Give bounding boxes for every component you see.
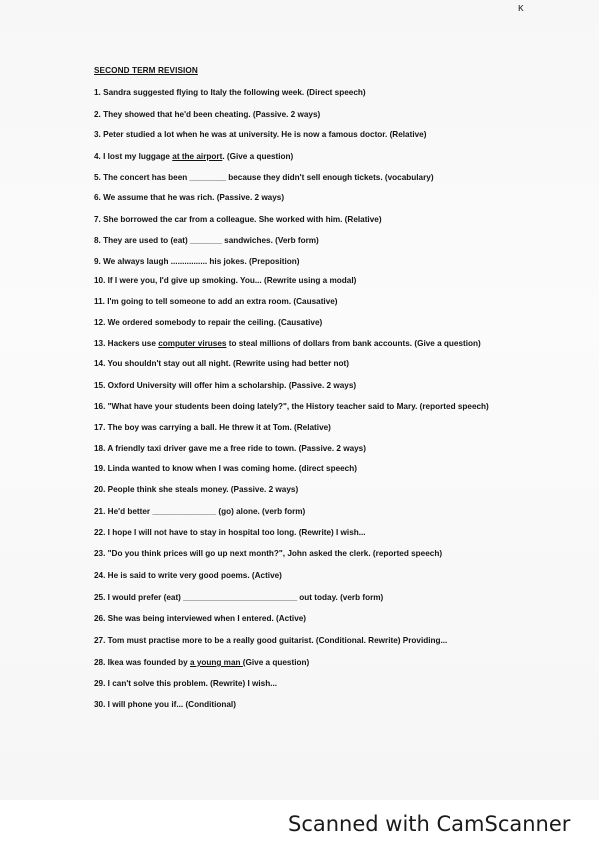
question-text: 6. We assume that he was rich. (Passive. 2 ways) — [94, 193, 285, 202]
question-item — [94, 152, 293, 162]
question-item — [94, 528, 366, 538]
question-item — [94, 658, 309, 668]
question-instruction: to steal millions of dollars from bank accounts. (Give a question) — [226, 339, 481, 348]
question-instruction: (Give a question) — [242, 658, 310, 667]
question-item — [94, 679, 277, 689]
question-item — [94, 402, 489, 412]
question-text: 15. Oxford University will offer him a scholarship. (Passive. 2 ways) — [94, 381, 357, 390]
page-title: SECOND TERM REVISION — [94, 66, 198, 75]
underlined-target: a young man — [190, 658, 243, 667]
question-text: 12. We ordered somebody to repair the ceiling. (Causative) — [94, 318, 323, 327]
question-text: 29. I can't solve this problem. (Rewrite) I wish... — [94, 679, 278, 688]
question-text: 17. The boy was carrying a ball. He threw it at Tom. (Relative) — [94, 423, 331, 432]
question-item — [94, 318, 322, 328]
question-text: 10. If I were you, I'd give up smoking. You... (Rewrite using a modal) — [94, 276, 357, 285]
question-text: 28. Ikea was founded by — [94, 658, 191, 667]
question-text: 22. I hope I will not have to stay in hospital too long. (Rewrite) I wish... — [94, 528, 366, 537]
underlined-target: at the airport — [172, 152, 223, 161]
question-item — [94, 193, 284, 203]
question-text: 3. Peter studied a lot when he was at university. He is now a famous doctor. (Relative) — [94, 130, 427, 139]
question-item — [94, 88, 366, 98]
question-text: 11. I'm going to tell someone to add an extra room. (Causative) — [94, 297, 338, 306]
question-text: 8. They are used to (eat) _______ sandwiches. (Verb form) — [94, 236, 319, 245]
question-item — [94, 257, 300, 267]
question-text: 21. He'd better ______________ (go) alone. (verb form) — [94, 507, 306, 516]
question-text: 5. The concert has been ________ because they didn't sell enough tickets. (vocabulary) — [94, 173, 434, 182]
question-text: 16. "What have your students been doing lately?", the History teacher said to Mary. (reported speech) — [94, 402, 489, 411]
question-item — [94, 464, 357, 474]
question-item — [94, 614, 306, 624]
question-text: 9. We always laugh ................ his jokes. (Preposition) — [94, 257, 300, 266]
question-text: 25. I would prefer (eat) _________________________ out today. (verb form) — [94, 593, 384, 602]
question-item — [94, 236, 319, 246]
question-item — [94, 700, 236, 710]
question-item — [94, 215, 382, 225]
question-text: 20. People think she steals money. (Passive. 2 ways) — [94, 485, 299, 494]
question-text: 7. She borrowed the car from a colleague. She worked with him. (Relative) — [94, 215, 382, 224]
question-item — [94, 423, 331, 433]
question-text: 26. She was being interviewed when I entered. (Active) — [94, 614, 307, 623]
question-text: 23. "Do you think prices will go up next month?", John asked the clerk. (reported speech) — [94, 549, 443, 558]
question-item — [94, 110, 320, 120]
question-item — [94, 549, 442, 559]
corner-mark: κ — [518, 2, 524, 14]
question-item — [94, 173, 434, 183]
question-text: 30. I will phone you if... (Conditional) — [94, 700, 236, 709]
underlined-target: computer viruses — [158, 339, 227, 348]
question-text: 13. Hackers use — [94, 339, 159, 348]
question-text: 1. Sandra suggested flying to Italy the following week. (Direct speech) — [94, 88, 366, 97]
question-item — [94, 571, 282, 581]
question-text: 18. A friendly taxi driver gave me a free ride to town. (Passive. 2 ways) — [94, 444, 366, 453]
question-text: 4. I lost my luggage — [94, 152, 173, 161]
question-text: 24. He is said to write very good poems. (Active) — [94, 571, 282, 580]
question-item — [94, 636, 447, 646]
question-instruction: . (Give a question) — [222, 152, 294, 161]
question-item — [94, 339, 481, 349]
question-item — [94, 276, 356, 286]
question-text: 14. You shouldn't stay out all night. (Rewrite using had better not) — [94, 359, 350, 368]
question-item — [94, 593, 383, 603]
question-text: 27. Tom must practise more to be a really good guitarist. (Conditional. Rewrite) Providing... — [94, 636, 448, 645]
question-item — [94, 444, 366, 454]
question-text: 19. Linda wanted to know when I was coming home. (direct speech) — [94, 464, 357, 473]
question-item — [94, 507, 305, 517]
question-text: 2. They showed that he'd been cheating. (Passive. 2 ways) — [94, 110, 321, 119]
watermark-bar — [0, 800, 599, 848]
question-item — [94, 485, 298, 495]
question-item — [94, 130, 426, 140]
question-item — [94, 381, 356, 391]
camscanner-watermark: Scanned with CamScanner — [288, 812, 571, 836]
question-item — [94, 359, 349, 369]
question-item — [94, 297, 338, 307]
